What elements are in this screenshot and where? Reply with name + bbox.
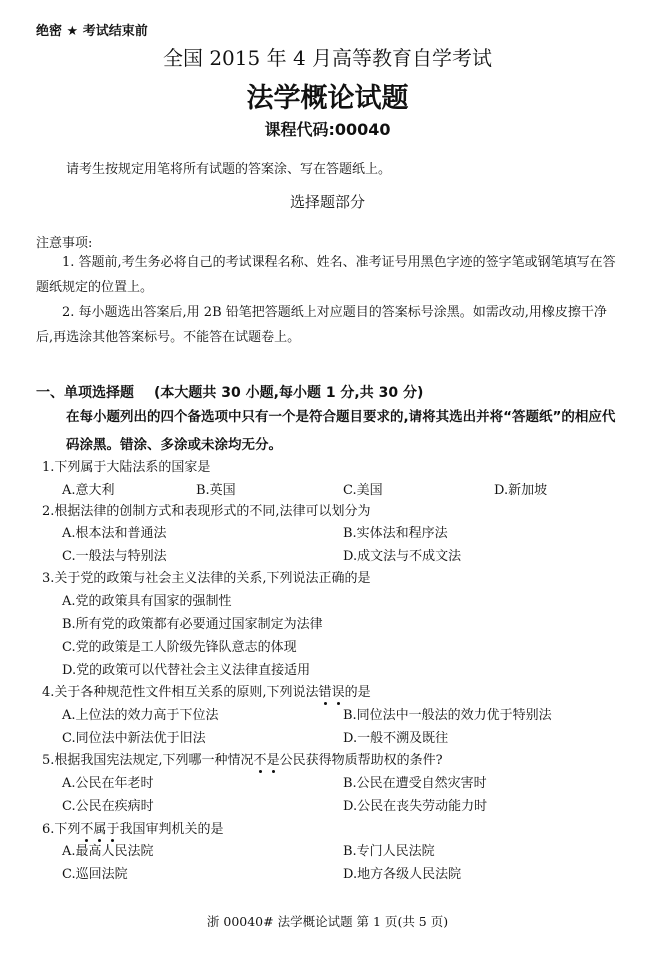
section-title: 选择题部分 bbox=[289, 193, 365, 211]
stem-text: 的是 bbox=[344, 685, 371, 700]
note-item: 1. 答题前,考生务必将自己的考试课程名称、姓名、准考证号用黑色字迹的签字笔或钢笔填写在答题纸规定的位置上。 bbox=[36, 255, 616, 295]
option: A.意大利 bbox=[62, 483, 115, 498]
note-item: 2. 每小题选出答案后,用 2B 铅笔把答题纸上对应题目的答案标号涂黑。如需改动,用橡皮擦干净后,再选涂其他答案标号。不能答在试题卷上。 bbox=[36, 305, 607, 345]
answer-instruction: 请考生按规定用笔将所有试题的答案涂、写在答题纸上。 bbox=[66, 162, 392, 177]
option: D.成文法与不成文法 bbox=[343, 549, 462, 564]
option: D.新加坡 bbox=[494, 483, 548, 498]
question-stem bbox=[42, 681, 371, 700]
option: C.一般法与特别法 bbox=[62, 549, 167, 564]
option: C.党的政策是工人阶级先锋队意志的体现 bbox=[62, 640, 297, 655]
option: B.同位法中一般法的效力优于特别法 bbox=[343, 708, 552, 723]
option: D.一般不溯及既往 bbox=[343, 731, 449, 746]
stem-text: 4.关于各种规范性文件相互关系的原则,下列说法 bbox=[42, 685, 319, 700]
stem-text: 公民获得物质帮助权的条件? bbox=[279, 753, 443, 768]
option: C.巡回法院 bbox=[62, 867, 128, 882]
option: D.公民在丧失劳动能力时 bbox=[343, 799, 488, 814]
question-stem bbox=[42, 749, 443, 768]
question-stem: 3.关于党的政策与社会主义法律的关系,下列说法正确的是 bbox=[42, 571, 371, 586]
option: D.地方各级人民法院 bbox=[343, 867, 462, 882]
option: A.最高人民法院 bbox=[62, 844, 154, 859]
stem-text: 5.根据我国宪法规定,下列哪一种情况 bbox=[42, 753, 254, 768]
option: A.上位法的效力高于下位法 bbox=[62, 708, 219, 723]
question-stem: 2.根据法律的创制方式和表现形式的不同,法律可以划分为 bbox=[42, 504, 371, 519]
option: C.美国 bbox=[343, 483, 383, 498]
notes-heading: 注意事项: bbox=[36, 236, 93, 251]
part-info: (本大题共 30 小题,每小题 1 分,共 30 分) bbox=[154, 385, 424, 401]
emphasized-word: 错误 bbox=[318, 685, 345, 700]
option: B.所有党的政策都有必要通过国家制定为法律 bbox=[62, 617, 323, 632]
exam-title: 全国 2015 年 4 月高等教育自学考试 bbox=[162, 46, 493, 70]
course-code: 课程代码:00040 bbox=[264, 120, 391, 139]
question-stem: 1.下列属于大陆法系的国家是 bbox=[42, 460, 211, 475]
option: A.党的政策具有国家的强制性 bbox=[62, 594, 232, 609]
emphasized-word: 不属于 bbox=[80, 822, 120, 837]
part-directions: 在每小题列出的四个备选项中只有一个是符合题目要求的,请将其选出并将“答题纸”的相应代码涂黑。错涂、多涂或未涂均无分。 bbox=[66, 409, 616, 453]
emphasized-word: 不是 bbox=[253, 753, 280, 768]
option: C.公民在疾病时 bbox=[62, 799, 154, 814]
stem-text: 6.下列 bbox=[42, 822, 81, 837]
subject-title: 法学概论试题 bbox=[246, 83, 409, 114]
option: B.英国 bbox=[196, 483, 236, 498]
confidential-label: 绝密 ★ 考试结束前 bbox=[36, 24, 148, 39]
option: A.根本法和普通法 bbox=[62, 526, 167, 541]
stem-text: 我国审判机关的是 bbox=[119, 822, 224, 837]
option: D.党的政策可以代替社会主义法律直接适用 bbox=[62, 663, 311, 678]
part-title: 一、单项选择题 bbox=[36, 385, 134, 401]
page-footer: 浙 00040# 法学概论试题 第 1 页(共 5 页) bbox=[206, 914, 449, 929]
part-heading bbox=[36, 382, 423, 402]
option: B.实体法和程序法 bbox=[343, 526, 448, 541]
option: A.公民在年老时 bbox=[62, 776, 154, 791]
option: C.同位法中新法优于旧法 bbox=[62, 731, 206, 746]
question-stem bbox=[42, 818, 223, 837]
option: B.公民在遭受自然灾害时 bbox=[343, 776, 487, 791]
option: B.专门人民法院 bbox=[343, 844, 435, 859]
